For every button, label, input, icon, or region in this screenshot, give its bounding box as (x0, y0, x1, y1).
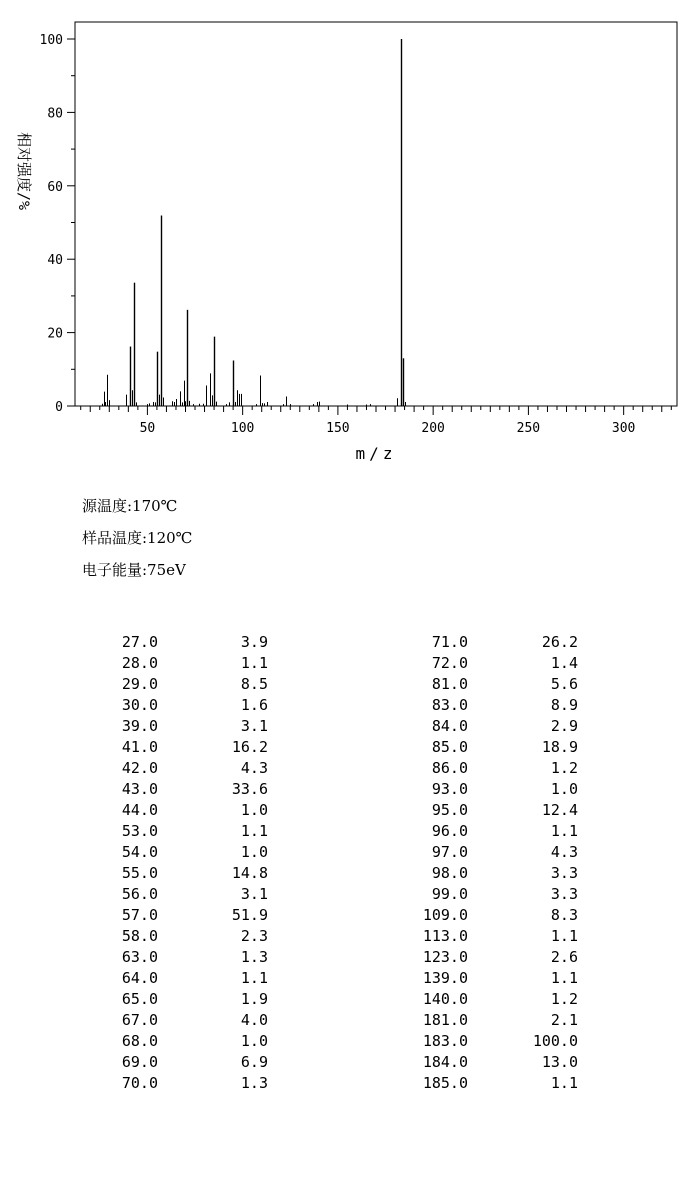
peak-row (410, 716, 578, 737)
peak-mz: 27.0 (121, 633, 158, 651)
peak-row (100, 800, 268, 821)
x-axis-ticks (81, 406, 672, 436)
peak-intensity: 3.9 (240, 633, 268, 651)
peak-mz: 85.0 (431, 738, 468, 756)
spectrum-peaks (103, 39, 406, 406)
sample-temperature: 样品温度:120℃ (82, 529, 193, 547)
peak-mz: 30.0 (121, 696, 158, 714)
peak-mz: 81.0 (431, 675, 468, 693)
peak-mz: 97.0 (431, 843, 468, 861)
column-gap (468, 863, 518, 884)
peak-intensity: 6.9 (240, 1053, 268, 1071)
peak-mz: 109.0 (422, 906, 468, 924)
peak-intensity: 1.1 (240, 822, 268, 840)
peak-row (100, 653, 268, 674)
column-gap (468, 926, 518, 947)
peak-row (100, 674, 268, 695)
peak-intensity: 1.1 (550, 822, 578, 840)
column-gap (158, 989, 208, 1010)
column-gap (468, 968, 518, 989)
column-gap (468, 758, 518, 779)
peak-row (100, 779, 268, 800)
column-gap (468, 695, 518, 716)
column-gap (468, 632, 518, 653)
column-gap (158, 926, 208, 947)
peak-mz: 181.0 (422, 1011, 468, 1029)
peak-row (100, 1010, 268, 1031)
peak-mz: 64.0 (121, 969, 158, 987)
peak-table-right (410, 632, 578, 1094)
peak-intensity: 8.5 (240, 675, 268, 693)
plot-frame (75, 22, 677, 406)
peak-intensity: 100.0 (532, 1032, 578, 1050)
column-gap (468, 884, 518, 905)
peak-intensity: 51.9 (231, 906, 268, 924)
mass-spectrum-chart (0, 0, 691, 470)
peak-intensity: 5.6 (550, 675, 578, 693)
peak-intensity: 1.1 (550, 969, 578, 987)
source-temperature: 源温度:170℃ (82, 497, 178, 515)
peak-row (410, 884, 578, 905)
peak-row (100, 758, 268, 779)
peak-intensity: 1.1 (240, 654, 268, 672)
column-gap (468, 1031, 518, 1052)
peak-intensity: 1.9 (240, 990, 268, 1008)
peak-row (100, 737, 268, 758)
peak-intensity: 1.1 (550, 927, 578, 945)
y-tick-label: 40 (47, 253, 63, 269)
peak-mz: 55.0 (121, 864, 158, 882)
peak-mz: 67.0 (121, 1011, 158, 1029)
peak-mz: 98.0 (431, 864, 468, 882)
peak-row (410, 842, 578, 863)
peak-row (410, 863, 578, 884)
peak-mz: 53.0 (121, 822, 158, 840)
peak-row (100, 716, 268, 737)
x-tick-label: 150 (326, 421, 350, 436)
y-tick-label: 0 (55, 400, 63, 415)
x-tick-label: 250 (516, 421, 541, 436)
column-gap (158, 884, 208, 905)
x-tick-label: 50 (139, 421, 156, 436)
peak-row (100, 905, 268, 926)
peak-table-left (100, 632, 268, 1094)
column-gap (468, 737, 518, 758)
column-gap (468, 800, 518, 821)
column-gap (158, 821, 208, 842)
peak-row (100, 695, 268, 716)
peak-mz: 68.0 (121, 1032, 158, 1050)
peak-row (100, 968, 268, 989)
y-axis-ticks (40, 33, 75, 415)
peak-mz: 65.0 (121, 990, 158, 1008)
column-gap (158, 779, 208, 800)
peak-intensity: 12.4 (541, 801, 578, 819)
peak-mz: 39.0 (121, 717, 158, 735)
peak-intensity: 1.2 (550, 759, 578, 777)
peak-intensity: 4.0 (240, 1011, 268, 1029)
column-gap (158, 695, 208, 716)
peak-mz: 93.0 (431, 780, 468, 798)
peak-intensity: 1.3 (240, 1074, 268, 1092)
peak-mz: 123.0 (422, 948, 468, 966)
peak-row (100, 884, 268, 905)
peak-row (410, 1052, 578, 1073)
peak-mz: 95.0 (431, 801, 468, 819)
peak-row (410, 947, 578, 968)
peak-mz: 83.0 (431, 696, 468, 714)
peak-row (410, 989, 578, 1010)
column-gap (158, 968, 208, 989)
column-gap (468, 905, 518, 926)
peak-mz: 44.0 (121, 801, 158, 819)
peak-intensity: 8.3 (550, 906, 578, 924)
peak-mz: 28.0 (121, 654, 158, 672)
column-gap (158, 863, 208, 884)
x-tick-label: 300 (611, 421, 636, 436)
column-gap (468, 674, 518, 695)
peak-row (100, 989, 268, 1010)
peak-row (410, 653, 578, 674)
peak-mz: 71.0 (431, 633, 468, 651)
column-gap (468, 821, 518, 842)
y-tick-label: 60 (47, 179, 63, 195)
peak-intensity: 3.1 (240, 885, 268, 903)
peak-mz: 84.0 (431, 717, 468, 735)
column-gap (158, 653, 208, 674)
peak-intensity: 8.9 (550, 696, 578, 714)
peak-row (410, 674, 578, 695)
column-gap (468, 1010, 518, 1031)
peak-intensity: 3.1 (240, 717, 268, 735)
peak-row (100, 842, 268, 863)
column-gap (468, 989, 518, 1010)
peak-row (100, 1052, 268, 1073)
peak-row (100, 1031, 268, 1052)
peak-intensity: 14.8 (231, 864, 268, 882)
peak-intensity: 1.0 (240, 1032, 268, 1050)
peak-row (410, 968, 578, 989)
peak-row (410, 1010, 578, 1031)
peak-intensity: 1.3 (240, 948, 268, 966)
peak-mz: 63.0 (121, 948, 158, 966)
peak-row (100, 926, 268, 947)
column-gap (158, 632, 208, 653)
peak-mz: 185.0 (422, 1074, 468, 1092)
peak-intensity: 1.0 (240, 843, 268, 861)
peak-mz: 41.0 (121, 738, 158, 756)
peak-row (410, 1073, 578, 1094)
peak-row (410, 1031, 578, 1052)
peak-intensity: 2.6 (550, 948, 578, 966)
column-gap (158, 1073, 208, 1094)
column-gap (468, 842, 518, 863)
peak-intensity: 1.6 (240, 696, 268, 714)
peak-intensity: 33.6 (231, 780, 268, 798)
peak-mz: 29.0 (121, 675, 158, 693)
peak-intensity: 2.3 (240, 927, 268, 945)
peak-mz: 56.0 (121, 885, 158, 903)
y-tick-label: 20 (47, 326, 63, 342)
column-gap (468, 1073, 518, 1094)
peak-intensity: 26.2 (541, 633, 578, 651)
peak-row (410, 695, 578, 716)
peak-intensity: 1.4 (550, 654, 578, 672)
column-gap (468, 716, 518, 737)
peak-row (410, 632, 578, 653)
peak-intensity: 13.0 (541, 1053, 578, 1071)
peak-intensity: 1.2 (550, 990, 578, 1008)
peak-row (410, 905, 578, 926)
column-gap (158, 716, 208, 737)
column-gap (158, 905, 208, 926)
peak-intensity: 2.9 (550, 717, 578, 735)
peak-row (410, 737, 578, 758)
column-gap (158, 842, 208, 863)
peak-mz: 54.0 (121, 843, 158, 861)
peak-mz: 139.0 (422, 969, 468, 987)
peak-mz: 42.0 (121, 759, 158, 777)
peak-row (410, 779, 578, 800)
peak-intensity: 4.3 (240, 759, 268, 777)
peak-mz: 43.0 (121, 780, 158, 798)
peak-mz: 113.0 (422, 927, 468, 945)
peak-row (410, 821, 578, 842)
column-gap (158, 758, 208, 779)
peak-intensity: 1.1 (550, 1074, 578, 1092)
peak-row (100, 863, 268, 884)
peak-mz: 183.0 (422, 1032, 468, 1050)
peak-intensity: 1.1 (240, 969, 268, 987)
column-gap (468, 947, 518, 968)
column-gap (158, 1052, 208, 1073)
peak-mz: 58.0 (121, 927, 158, 945)
y-axis-label: 相对强度/% (15, 132, 33, 211)
peak-mz: 96.0 (431, 822, 468, 840)
y-tick-label: 100 (39, 33, 63, 48)
y-tick-label: 80 (47, 106, 63, 122)
peak-row (410, 758, 578, 779)
peak-mz: 184.0 (422, 1053, 468, 1071)
column-gap (158, 1031, 208, 1052)
column-gap (158, 800, 208, 821)
column-gap (158, 947, 208, 968)
peak-intensity: 16.2 (231, 738, 268, 756)
peak-mz: 69.0 (121, 1053, 158, 1071)
peak-row (100, 1073, 268, 1094)
peak-row (100, 947, 268, 968)
peak-intensity: 2.1 (550, 1011, 578, 1029)
peak-row (100, 821, 268, 842)
electron-energy: 电子能量:75eV (82, 561, 186, 579)
column-gap (158, 1010, 208, 1031)
x-tick-label: 100 (230, 421, 255, 436)
column-gap (468, 1052, 518, 1073)
x-axis-label: m/z (355, 444, 397, 463)
peak-intensity: 3.3 (550, 864, 578, 882)
peak-row (100, 632, 268, 653)
peak-mz: 140.0 (422, 990, 468, 1008)
peak-intensity: 3.3 (550, 885, 578, 903)
peak-intensity: 4.3 (550, 843, 578, 861)
peak-row (410, 926, 578, 947)
peak-row (410, 800, 578, 821)
peak-intensity: 1.0 (550, 780, 578, 798)
peak-mz: 70.0 (121, 1074, 158, 1092)
peak-mz: 86.0 (431, 759, 468, 777)
column-gap (158, 674, 208, 695)
peak-mz: 57.0 (121, 906, 158, 924)
column-gap (158, 737, 208, 758)
column-gap (468, 779, 518, 800)
x-tick-label: 200 (421, 421, 445, 436)
peak-mz: 99.0 (431, 885, 468, 903)
column-gap (468, 653, 518, 674)
peak-intensity: 18.9 (541, 738, 578, 756)
peak-mz: 72.0 (431, 654, 468, 672)
peak-intensity: 1.0 (240, 801, 268, 819)
